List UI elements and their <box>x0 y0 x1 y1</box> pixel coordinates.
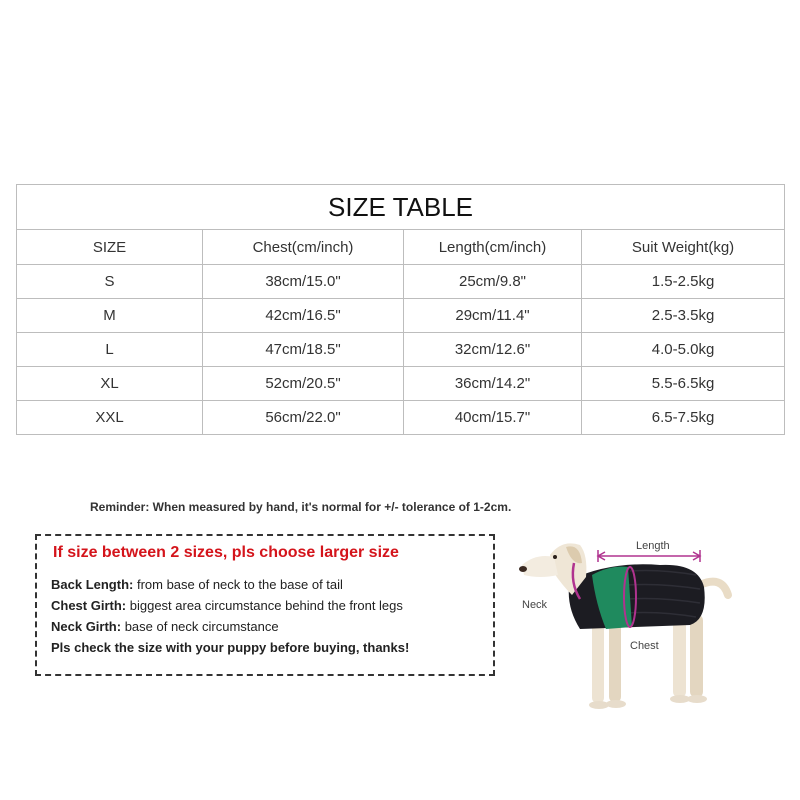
cell-chest: 38cm/15.0" <box>203 265 404 299</box>
dog-back-leg <box>673 617 686 697</box>
cell-size: XL <box>17 367 203 401</box>
header-weight: Suit Weight(kg) <box>582 230 785 265</box>
cell-size: M <box>17 299 203 333</box>
cell-chest: 42cm/16.5" <box>203 299 404 333</box>
header-chest: Chest(cm/inch) <box>203 230 404 265</box>
cell-length: 36cm/14.2" <box>404 367 582 401</box>
size-table <box>16 184 785 435</box>
cell-length: 40cm/15.7" <box>404 401 582 435</box>
cell-weight: 6.5-7.5kg <box>582 401 785 435</box>
neck-girth-term: Neck Girth: <box>51 619 122 634</box>
chest-label: Chest <box>630 640 659 652</box>
cell-length: 25cm/9.8" <box>404 265 582 299</box>
neck-label: Neck <box>522 599 548 611</box>
sizing-notice-box <box>35 534 495 676</box>
table-row <box>17 367 785 401</box>
chest-girth-term: Chest Girth: <box>51 598 127 613</box>
larger-size-heading: If size between 2 sizes, pls choose larger size <box>53 544 399 561</box>
table-row <box>17 265 785 299</box>
header-row <box>17 230 785 265</box>
header-length: Length(cm/inch) <box>404 230 582 265</box>
dog-front-leg <box>592 621 604 703</box>
chest-girth-definition <box>51 598 403 613</box>
header-size: SIZE <box>17 230 203 265</box>
cell-weight: 1.5-2.5kg <box>582 265 785 299</box>
back-length-definition <box>51 577 343 592</box>
cell-length: 29cm/11.4" <box>404 299 582 333</box>
table-title: SIZE TABLE <box>17 185 785 230</box>
cell-size: S <box>17 265 203 299</box>
back-length-term: Back Length: <box>51 577 134 592</box>
chest-girth-text: biggest area circumstance behind the front legs <box>126 598 403 613</box>
dog-nose <box>519 566 527 572</box>
check-size-note: Pls check the size with your puppy before buying, thanks! <box>51 640 410 655</box>
dog-snout <box>522 556 558 577</box>
neck-girth-text: base of neck circumstance <box>121 619 279 634</box>
cell-chest: 52cm/20.5" <box>203 367 404 401</box>
tolerance-reminder: Reminder: When measured by hand, it's normal for +/- tolerance of 1-2cm. <box>90 500 512 514</box>
neck-girth-definition <box>51 619 279 634</box>
cell-weight: 5.5-6.5kg <box>582 367 785 401</box>
table-row <box>17 401 785 435</box>
cell-weight: 2.5-3.5kg <box>582 299 785 333</box>
table-row <box>17 299 785 333</box>
cell-length: 32cm/12.6" <box>404 333 582 367</box>
cell-chest: 56cm/22.0" <box>203 401 404 435</box>
table-row <box>17 333 785 367</box>
cell-size: XXL <box>17 401 203 435</box>
cell-chest: 47cm/18.5" <box>203 333 404 367</box>
dog-eye <box>553 555 557 559</box>
cell-size: L <box>17 333 203 367</box>
cell-weight: 4.0-5.0kg <box>582 333 785 367</box>
length-label: Length <box>636 540 670 552</box>
back-length-text: from base of neck to the base of tail <box>133 577 343 592</box>
dog-back-leg <box>690 615 703 697</box>
dog-front-leg <box>609 620 621 702</box>
dog-measurement-diagram <box>510 525 750 720</box>
